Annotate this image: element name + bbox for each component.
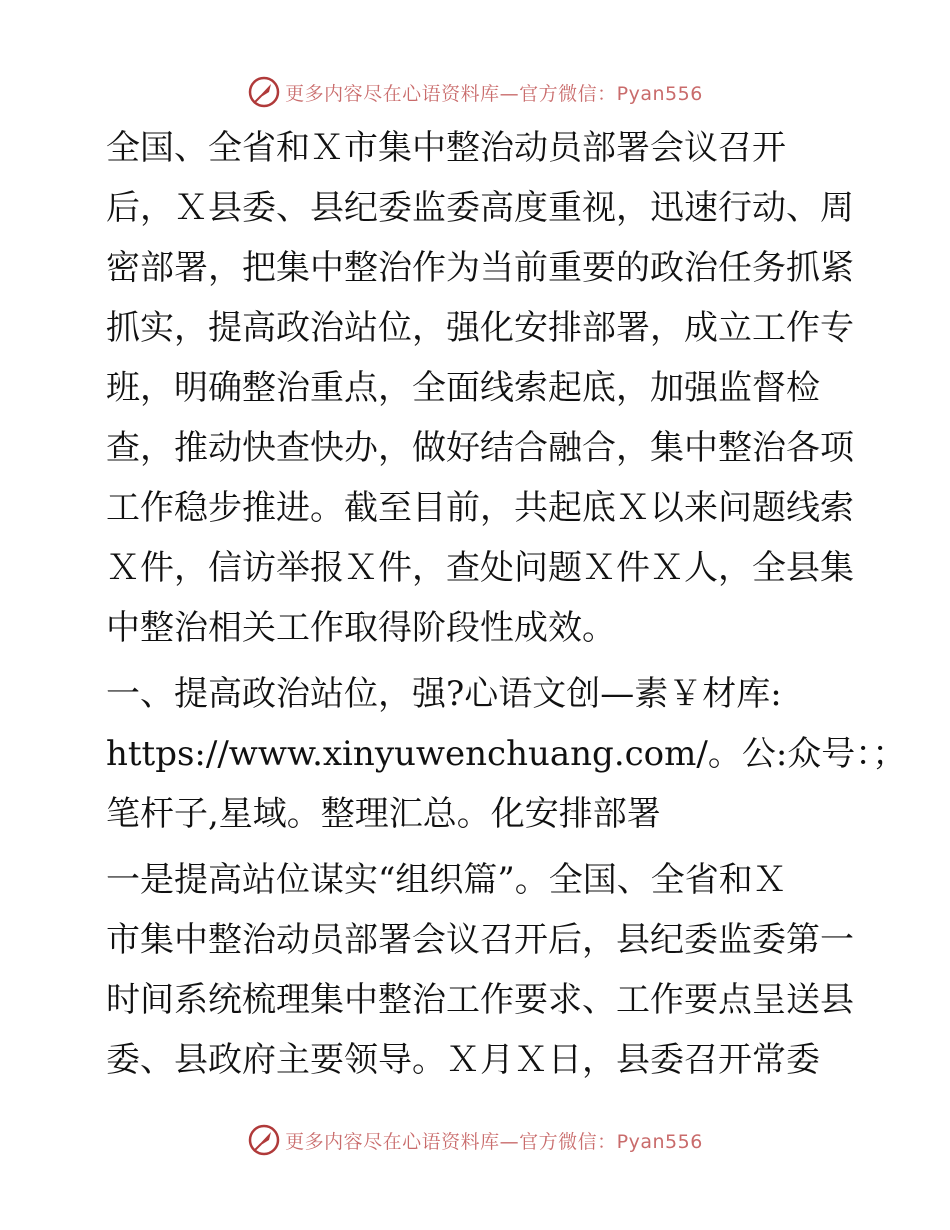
text-line: 工作稳步推进。截至目前，共起底Ｘ以来问题线索 (106, 488, 854, 528)
text-line: 查，推动快查快办，做好结合融合，集中整治各项 (106, 428, 854, 468)
text-line: 一是提高站位谋实“组织篇”。全国、全省和Ｘ (106, 860, 787, 900)
text-line: 抓实，提高政治站位，强化安排部署，成立工作专 (106, 308, 854, 348)
text-line: 后，Ｘ县委、县纪委监委高度重视，迅速行动、周 (106, 188, 854, 228)
footer-banner-text: 更多内容尽在心语资料库—官方微信：Pyan556 (285, 1130, 703, 1153)
paragraph-section-heading (98, 664, 907, 844)
text-line: https://www.xinyuwenchuang.com/。公:众号：； (106, 734, 907, 774)
text-line: 时间系统梳理集中整治工作要求、工作要点呈送县 (106, 980, 854, 1020)
footer-banner (0, 1120, 950, 1160)
text-line: 中整治相关工作取得阶段性成效。 (106, 608, 616, 648)
text-line: 委、县政府主要领导。Ｘ月Ｘ日，县委召开常委 (106, 1040, 820, 1080)
text-line: 市集中整治动员部署会议召开后，县纪委监委第一 (106, 920, 854, 960)
text-line: 全国、全省和Ｘ市集中整治动员部署会议召开 (106, 128, 786, 168)
header-wechat-id: Pyan556 (616, 82, 703, 105)
footer-wechat-id: Pyan556 (616, 1130, 703, 1153)
feather-logo-icon (247, 1123, 281, 1157)
header-banner-text: 更多内容尽在心语资料库—官方微信：Pyan556 (285, 82, 703, 105)
text-line: 一、提高政治站位，强?心语文创—素￥材库: (106, 674, 782, 714)
feather-logo-icon (247, 75, 281, 109)
text-line: 笔杆子,星域。整理汇总。化安排部署 (106, 794, 661, 834)
document-body (98, 118, 907, 1096)
paragraph-intro (98, 118, 858, 658)
text-line: 班，明确整治重点，全面线索起底，加强监督检 (106, 368, 820, 408)
paragraph-item-one (98, 850, 858, 1090)
text-line: 密部署，把集中整治作为当前重要的政治任务抓紧 (106, 248, 854, 288)
text-line: Ｘ件，信访举报Ｘ件，查处问题Ｘ件Ｘ人，全县集 (106, 548, 854, 588)
header-banner (0, 72, 950, 112)
